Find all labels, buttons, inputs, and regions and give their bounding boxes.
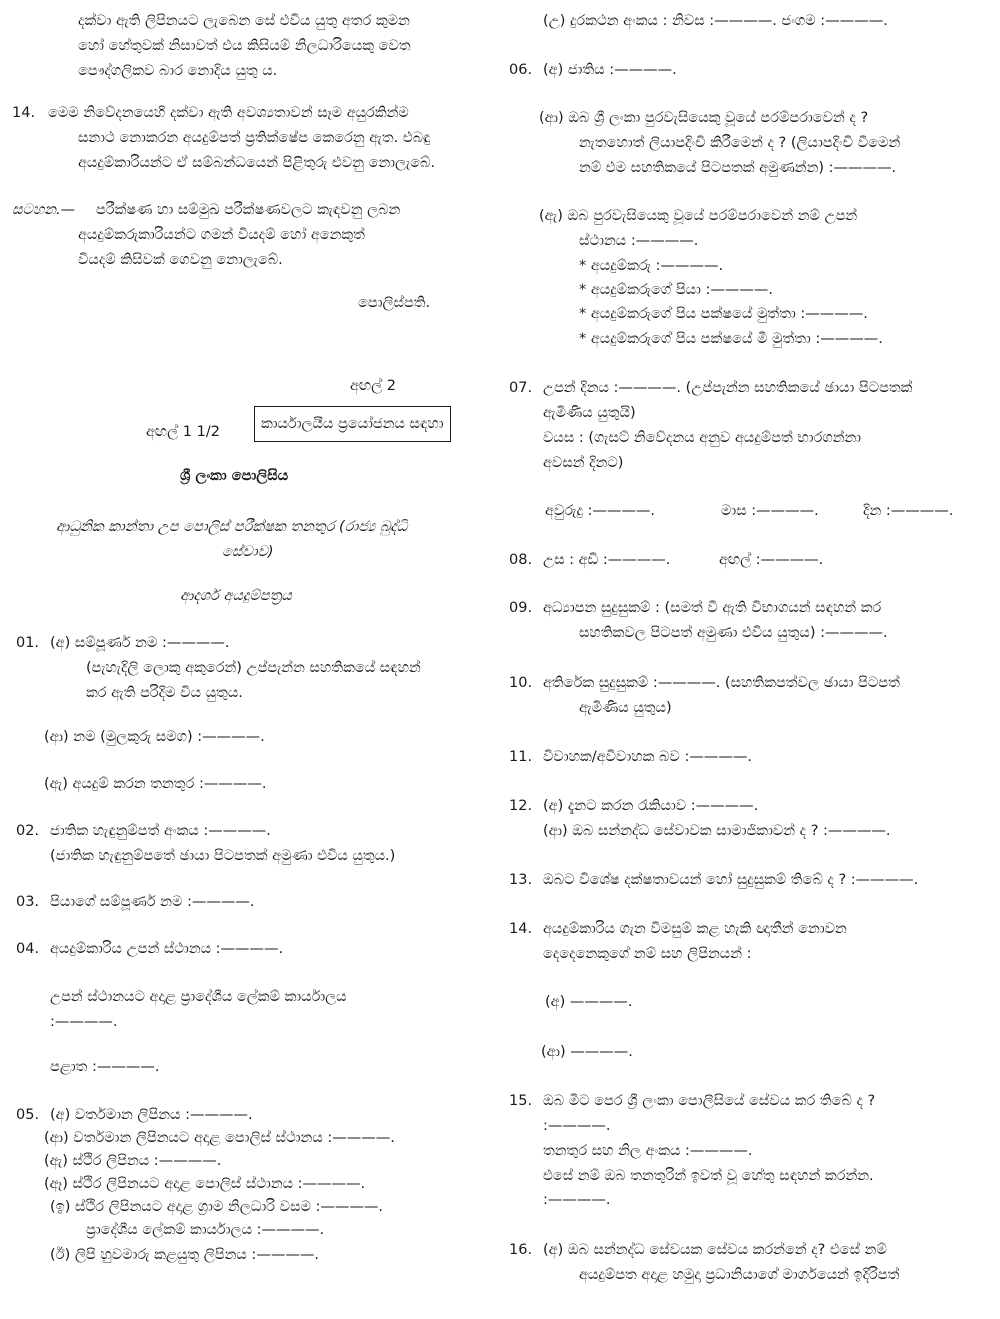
q07-months: මාස :————. bbox=[721, 503, 819, 519]
q03-number: 03. bbox=[16, 894, 40, 910]
post-title-line-2: සේවාව) bbox=[222, 544, 274, 560]
q04-number: 04. bbox=[16, 941, 40, 957]
q14a-referee: (අ) ————. bbox=[545, 994, 633, 1010]
cont-line-3: පෞද්ගලිකව බාර නොදිය යුතු ය. bbox=[78, 63, 278, 79]
office-use-box: කාර්යාලයීය ප්‍රයෝජනය සඳහා bbox=[254, 406, 451, 442]
note-line-2: අයදුම්කරුකාරියන්ට ගමන් වියදම් හෝ අනෙකුත් bbox=[78, 227, 365, 243]
cont-line-1: දක්වා ඇති ලිපිනයට ලැබෙන සේ එවිය යුතු අතර කුමන bbox=[78, 13, 410, 29]
q14-number: 14. bbox=[509, 921, 533, 937]
para-14-line-2: සනාථ නොකරන අයදුම්පත් ප්‍රතික්ෂේප කෙරෙනු ඇත. එබඳු bbox=[78, 130, 431, 146]
note-label: සටහන.— bbox=[12, 202, 76, 218]
q15-number: 15. bbox=[509, 1093, 533, 1109]
q06-number: 06. bbox=[509, 62, 533, 78]
form-title: ආදර්ශ අයදුම්පත්‍රය bbox=[180, 588, 292, 604]
q01a-note-2: කර ඇති පරිදිම විය යුතුය. bbox=[86, 685, 243, 701]
q16-number: 16. bbox=[509, 1242, 533, 1258]
q07-days: දින :————. bbox=[863, 503, 954, 519]
q14-line-1: අයදුම්කාරිය ගැන විමසුම් කළ හැකි ඥාතීන් නොවන bbox=[543, 921, 847, 937]
q06b-line-2: නැතහොත් ලියාපදිංචි කිරීමෙන් ද ? (ලියාපදිංචි වීමෙන් bbox=[579, 135, 901, 151]
q06c-line-1: (ඇ) ඔබ පුරවැසියෙකු වූයේ පරම්පරාවෙන් නම් උපන් bbox=[539, 208, 858, 224]
signature: පොලිස්පති. bbox=[358, 295, 431, 311]
q12a-occupation: (අ) දැනට කරන රැකියාව :————. bbox=[543, 798, 759, 814]
q04-ds-office-blank: :————. bbox=[50, 1014, 118, 1030]
q02-nic: ජාතික හැඳුනුම්පත් අංකය :————. bbox=[50, 823, 271, 839]
q06c-great-grandfather: * අයදුම්කරුගේ පිය පක්ෂයේ මී මුත්තා :————. bbox=[579, 331, 883, 347]
q05-number: 05. bbox=[16, 1107, 40, 1123]
q12b-armed-forces: (ආ) ඔබ සන්නද්ධ සේවාවක සාමාජිකාවන් ද ? :————. bbox=[543, 823, 891, 839]
q05c-permanent-address: (ඇ) ස්ථිර ලිපිනය :————. bbox=[44, 1153, 222, 1169]
q05e-ds-office: ප්‍රාදේශීය ලේකම් කාර්යාලය :————. bbox=[86, 1222, 325, 1238]
post-title-line-1: ආධුනික කාන්තා උප පොලිස් පරීක්ෂක තනතුර (රාජ්‍ය බුද්ධි bbox=[56, 519, 408, 535]
q07-line-2: ඇමිණිය යුතුයි) bbox=[543, 405, 636, 421]
q06c-father: * අයදුම්කරුගේ පියා :————. bbox=[579, 282, 773, 298]
q01b-name-initials: (ආ) නම (මුලකුරු සමග) :————. bbox=[44, 729, 265, 745]
q08-height-feet: උස : අඩි :————. bbox=[543, 552, 671, 568]
q05e-gn-division: (ඉ) ස්ථිර ලිපිනයට අදාළ ග්‍රාම නිලධාරි වසම :————. bbox=[50, 1199, 384, 1215]
note-line-3: වියදම් කිසිවක් ගෙවනු නොලැබේ. bbox=[78, 252, 283, 268]
q12-number: 12. bbox=[509, 798, 533, 814]
q09-line-1: අධ්‍යාපන සුදුසුකම් : (සමත් වී ඇති විභාගයන් සඳහන් කර bbox=[543, 600, 882, 616]
q03-father-name: පියාගේ සම්පූර්ණ නම :————. bbox=[50, 894, 255, 910]
q05g-phone: (උ) දුරකථන අංකය : නිවස :————. ජංගම :————. bbox=[543, 13, 888, 29]
q06c-applicant: * අයදුම්කරු :————. bbox=[579, 258, 724, 274]
q02-number: 02. bbox=[16, 823, 40, 839]
q07-line-3: වයස : (ගැසට් නිවේදනය අනුව අයදුම්පත් භාරගන්නා bbox=[543, 430, 862, 446]
q10-number: 10. bbox=[509, 675, 533, 691]
size-label-2in: අඟල් 2 bbox=[350, 378, 397, 394]
q04-birthplace: අයදුම්කාරිය උපන් ස්ථානය :————. bbox=[50, 941, 284, 957]
q05a-current-address: (අ) වර්තමාන ලිපිනය :————. bbox=[50, 1107, 253, 1123]
q15-reason: එසේ නම් ඔබ තනතුරින් ඉවත් වූ හේතු සඳහන් කරන්න. bbox=[543, 1168, 874, 1184]
organisation-title: ශ්‍රී ලංකා පොලිසිය bbox=[180, 468, 289, 484]
q09-line-2: සහතිකවල පිටපත් අමුණා එවිය යුතුය) :————. bbox=[579, 625, 888, 641]
q15-line-1: ඔබ මීට පෙර ශ්‍රී ලංකා පොලීසියේ සේවය කර තිබේ ද ? bbox=[543, 1093, 876, 1109]
para-14-line-1: මෙම නිවේදනයෙහි දක්වා ඇති අවශ්‍යතාවන් සෑම අයුරකින්ම bbox=[48, 105, 409, 121]
q15-line-2: :————. bbox=[543, 1118, 611, 1134]
q06b-line-3: නම් එම සහතිකයේ පිටපතක් අමුණන්න) :————. bbox=[579, 160, 897, 176]
q04-province: පළාත :————. bbox=[50, 1059, 160, 1075]
q08-number: 08. bbox=[509, 552, 533, 568]
q06a-race: (අ) ජාතිය :————. bbox=[543, 62, 677, 78]
q16-line-2: අයදුම්පත අදාළ හමුදා ප්‍රධානියාගේ මාර්ගයෙන් ඉදිරිපත් bbox=[579, 1267, 900, 1283]
q11-number: 11. bbox=[509, 749, 533, 765]
q07-line-4: අවසන් දිනට) bbox=[543, 455, 624, 471]
cont-line-2: හෝ හේතුවක් නිසාවත් එය කිසියම් නිලධාරියෙකු වෙත bbox=[78, 38, 411, 54]
q14-line-2: දෙදෙනෙකුගේ නම් සහ ලිපිනයන් : bbox=[543, 946, 752, 962]
q06c-line-2: ස්ථානය :————. bbox=[579, 233, 699, 249]
q02-note: (ජාතික හැඳුනුම්පතේ ඡායා පිටපතක් අමුණා එවිය යුතුය.) bbox=[50, 848, 396, 864]
para-14-line-3: අයදුම්කාරියන්ට ඒ සම්බන්ධයෙන් පිළිතුරු එවනු නොලැබේ. bbox=[78, 155, 435, 171]
q15-rank-number: තනතුර සහ නිල අංකය :————. bbox=[543, 1143, 753, 1159]
q07-line-1: උපන් දිනය :————. (උප්පැන්න සහතිකයේ ඡායා පිටපතක් bbox=[543, 380, 913, 396]
q01a-full-name: (අ) සම්පූර්ණ නම :————. bbox=[50, 635, 230, 651]
q09-number: 09. bbox=[509, 600, 533, 616]
q07-years: අවුරුදු :————. bbox=[545, 503, 656, 519]
q11-marital-status: විවාහක/අවිවාහක බව :————. bbox=[543, 749, 752, 765]
q16-line-1: (අ) ඔබ සන්නද්ධ සේවයක සේවය කරන්නේ ද? එසේ නම් bbox=[543, 1242, 887, 1258]
para-14-number: 14. bbox=[12, 105, 36, 121]
q01a-note-1: (පැහැදිලි ලොකු අකුරෙන්) උප්පැන්න සහතිකයේ සඳහන් bbox=[86, 660, 421, 676]
note-line-1: පරීක්ෂණ හා සම්මුඛ පරීක්ෂණවලට කැඳවනු ලබන bbox=[96, 202, 401, 218]
q05d-permanent-police: (ඈ) ස්ථිර ලිපිනයට අදාළ පොලිස් ස්ථානය :————. bbox=[44, 1176, 366, 1192]
size-label-1-5in: අඟල් 1 1/2 bbox=[146, 424, 220, 440]
q08-height-inches: අඟල් :————. bbox=[719, 552, 824, 568]
q15-reason-blank: :————. bbox=[543, 1192, 611, 1208]
q10-line-2: ඇමිණිය යුතුය) bbox=[579, 700, 672, 716]
q05b-current-police: (ආ) වර්තමාන ලිපිනයට අදාළ පොලිස් ස්ථානය :————. bbox=[44, 1130, 395, 1146]
q06b-line-1: (ආ) ඔබ ශ්‍රී ලංකා පුරවැසියෙකු වූයේ පරම්පරාවෙන් ද ? bbox=[539, 110, 869, 126]
q05f-postal-address: (ඊ) ලිපි හුවමාරු කළයුතු ලිපිනය :————. bbox=[50, 1247, 319, 1263]
q01-number: 01. bbox=[16, 635, 40, 651]
q13-number: 13. bbox=[509, 872, 533, 888]
q14b-referee: (ආ) ————. bbox=[541, 1044, 633, 1060]
q01c-post-applied: (ඇ) අයදුම් කරන තනතුර :————. bbox=[44, 776, 267, 792]
q07-number: 07. bbox=[509, 380, 533, 396]
q04-ds-office: උපන් ස්ථානයට අදාළ ප්‍රාදේශීය ලේකම් කාර්යාලය bbox=[50, 989, 347, 1005]
q13-special-skills: ඔබට විශේෂ දක්ෂතාවයන් හෝ සුදුසුකම් තිබේ ද ? :————. bbox=[543, 872, 919, 888]
q06c-grandfather: * අයදුම්කරුගේ පිය පක්ෂයේ මුත්තා :————. bbox=[579, 306, 868, 322]
q10-line-1: අතිරේක සුදුසුකම් :————. (සහතිකපත්වල ඡායා පිටපත් bbox=[543, 675, 900, 691]
